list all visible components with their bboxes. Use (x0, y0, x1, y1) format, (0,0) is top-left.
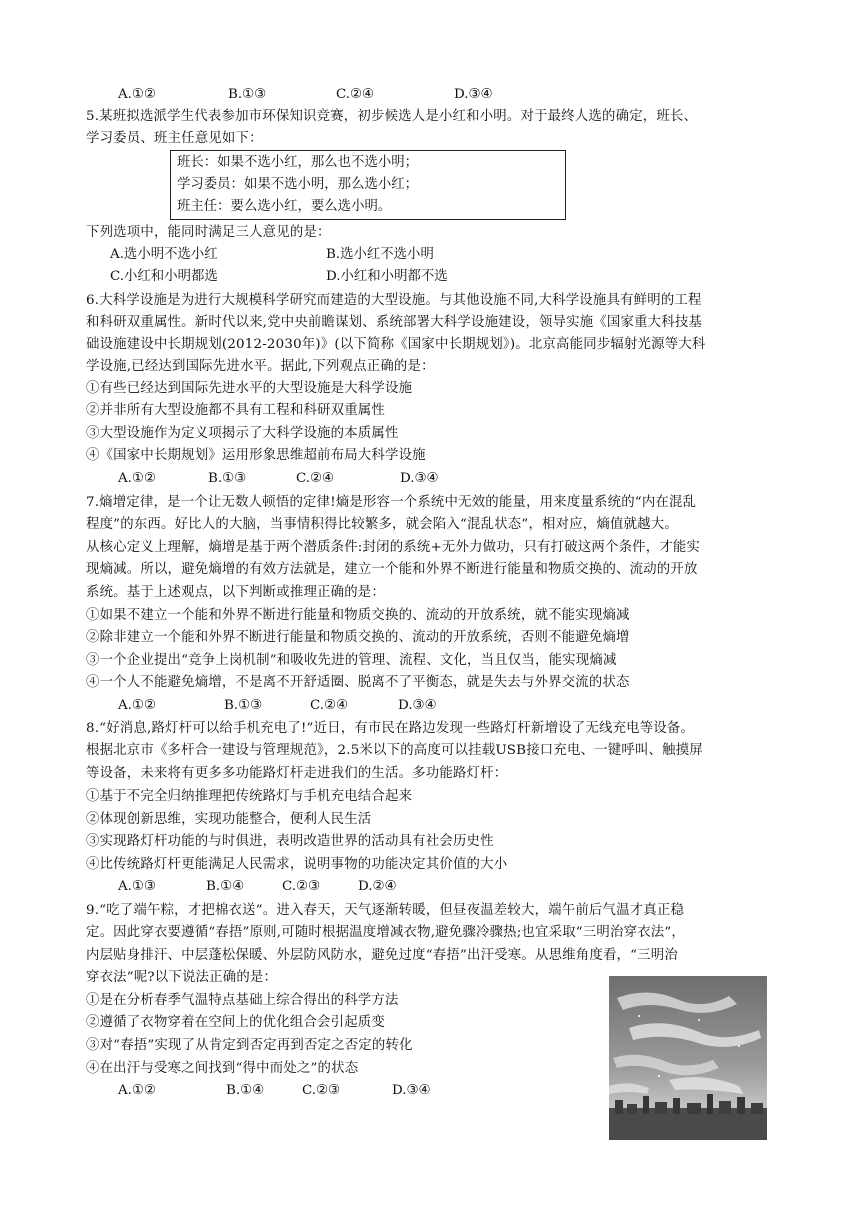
q9-line: 穿衣法”呢?以下说法正确的是： (86, 970, 278, 985)
q7-line: 程度”的东西。好比人的大脑，当事情积得比较繁多，就会陷入“混乱状态”，相对应，熵值就越大。 (86, 517, 678, 532)
q9-line: 定。因此穿衣要遵循“春捂”原则,可随时根据温度增减衣物,避免骤冷骤热;也宜采取“三明治穿衣法”， (86, 925, 686, 940)
photo-illustration (609, 976, 767, 1140)
q5-option-c: C.小红和小明都选 (110, 269, 218, 284)
q7-option-b: B.①③ (224, 698, 263, 713)
q8-line: 8.“好消息,路灯杆可以给手机充电了!”近日，有市民在路边发现一些路灯杆新增设了无线充电等设备。 (86, 721, 695, 736)
q9-statement: ②遵循了衣物穿着在空间上的优化组合会引起质变 (86, 1015, 385, 1030)
q9-statement: ①是在分析春季气温特点基础上综合得出的科学方法 (86, 993, 399, 1008)
q7-option-a: A.①② (118, 698, 156, 713)
q6-option-c: C.②④ (296, 471, 335, 486)
q8-statement: ①基于不完全归纳推理把传统路灯与手机充电结合起来 (86, 789, 413, 804)
q8-statement: ②体现创新思维，实现功能整合，便利人民生活 (86, 812, 372, 827)
q7-option-c: C.②④ (310, 698, 349, 713)
q8-statement: ④比传统路灯杆更能满足人民需求，说明事物的功能决定其价值的大小 (86, 857, 508, 872)
q5-box-line: 学习委员：如果不选小明，那么选小红； (177, 177, 419, 192)
q6-line: 学设施,已经达到国际先进水平。据此,下列观点正确的是： (86, 359, 435, 374)
q6-line: 6.大科学设施是为进行大规模科学研究而建造的大型设施。与其他设施不同,大科学设施具有鲜明的工程 (86, 293, 702, 308)
q6-statement: ①有些已经达到国际先进水平的大型设施是大科学设施 (86, 381, 413, 396)
q6-line: 础设施建设中长期规划(2012-2030年)》(以下简称《国家中长期规划》)。北京高能同步辐射光源等大科 (86, 337, 706, 352)
q7-statement: ②除非建立一个能和外界不断进行能量和物质交换的、流动的开放系统，否则不能避免熵增 (86, 630, 630, 645)
q6-option-d: D.③④ (400, 471, 439, 486)
q7-line: 7.熵增定律，是一个让无数人顿悟的定律!熵是形容一个系统中无效的能量，用来度量系统的“内在混乱 (86, 495, 697, 510)
q5-opinion-box (170, 150, 566, 220)
q5-question: 下列选项中，能同时满足三人意见的是： (86, 225, 331, 240)
q8-option-c: C.②③ (282, 879, 321, 894)
q6-option-a: A.①② (118, 471, 156, 486)
q4-option-a: A.①② (118, 87, 156, 102)
q5-stem-line: 5.某班拟选派学生代表参加市环保知识竞赛，初步候选人是小红和小明。对于最终人选的确定，班长、 (86, 109, 698, 124)
q8-option-d: D.②④ (358, 879, 397, 894)
q6-statement: ③大型设施作为定义项揭示了大科学设施的本质属性 (86, 426, 399, 441)
q9-option-d: D.③④ (392, 1083, 431, 1098)
q6-statement: ②并非所有大型设施都不具有工程和科研双重属性 (86, 403, 385, 418)
q5-box-line: 班长：如果不选小红，那么也不选小明； (177, 155, 419, 170)
q7-statement: ③一个企业提出“竞争上岗机制”和吸收先进的管理、流程、文化，当且仅当，能实现熵减 (86, 653, 617, 668)
q5-option-b: B.选小红不选小明 (326, 247, 434, 262)
q9-line: 内层贴身排汗、中层蓬松保暖、外层防风防水，避免过度“春捂”出汗受寒。从思维角度看，“三明治 (86, 948, 678, 963)
q6-option-b: B.①③ (208, 471, 247, 486)
q8-option-b: B.①④ (206, 879, 245, 894)
q7-line: 从核心定义上理解，熵增是基于两个潜质条件:封闭的系统+无外力做功，只有打破这两个条件，才能实 (86, 540, 701, 555)
q7-option-d: D.③④ (398, 698, 437, 713)
q4-option-d: D.③④ (454, 87, 493, 102)
q6-line: 和科研双重属性。新时代以来,党中央前瞻谋划、系统部署大科学设施建设，领导实施《国家重大科技基 (86, 315, 703, 330)
q7-statement: ①如果不建立一个能和外界不断进行能量和物质交换的、流动的开放系统，就不能实现熵减 (86, 608, 630, 623)
q9-option-b: B.①④ (226, 1083, 265, 1098)
q8-option-a: A.①③ (118, 879, 156, 894)
q9-statement: ④在出汗与受寒之间找到“得中而处之”的状态 (86, 1061, 359, 1076)
q9-option-a: A.①② (118, 1083, 156, 1098)
q7-statement: ④一个人不能避免熵增，不是离不开舒适圈、脱离不了平衡态，就是失去与外界交流的状态 (86, 675, 630, 690)
q5-option-d: D.小红和小明都不选 (326, 269, 448, 284)
q5-stem-line: 学习委员、班主任意见如下： (86, 131, 263, 146)
q6-statement: ④《国家中长期规划》运用形象思维超前布局大科学设施 (86, 448, 426, 463)
q9-statement: ③对“春捂”实现了从肯定到否定再到否定之否定的转化 (86, 1038, 413, 1053)
q5-box-line: 班主任：要么选小红，要么选小明。 (177, 199, 392, 214)
q8-line: 根据北京市《多杆合一建设与管理规范》，2.5米以下的高度可以挂载USB接口充电、一键呼叫、触摸屏 (86, 743, 703, 758)
q4-option-c: C.②④ (336, 87, 375, 102)
q5-option-a: A.选小明不选小红 (110, 247, 218, 262)
q9-sky-photo (609, 976, 767, 1140)
q9-option-c: C.②③ (302, 1083, 341, 1098)
q7-line: 系统。基于上述观点，以下判断或推理正确的是： (86, 585, 385, 600)
q9-line: 9.“吃了端午粽，才把棉衣送”。进入春天，天气逐渐转暖，但昼夜温差较大，端午前后气温才真正稳 (86, 903, 685, 918)
q8-line: 等设备，未来将有更多多功能路灯杆走进我们的生活。多功能路灯杆： (86, 766, 508, 781)
q8-statement: ③实现路灯杆功能的与时俱进，表明改造世界的活动具有社会历史性 (86, 834, 494, 849)
q7-line: 现熵减。所以，避免熵增的有效方法就是，建立一个能和外界不断进行能量和物质交换的、流动的开放 (86, 562, 698, 577)
q4-option-b: B.①③ (228, 87, 267, 102)
